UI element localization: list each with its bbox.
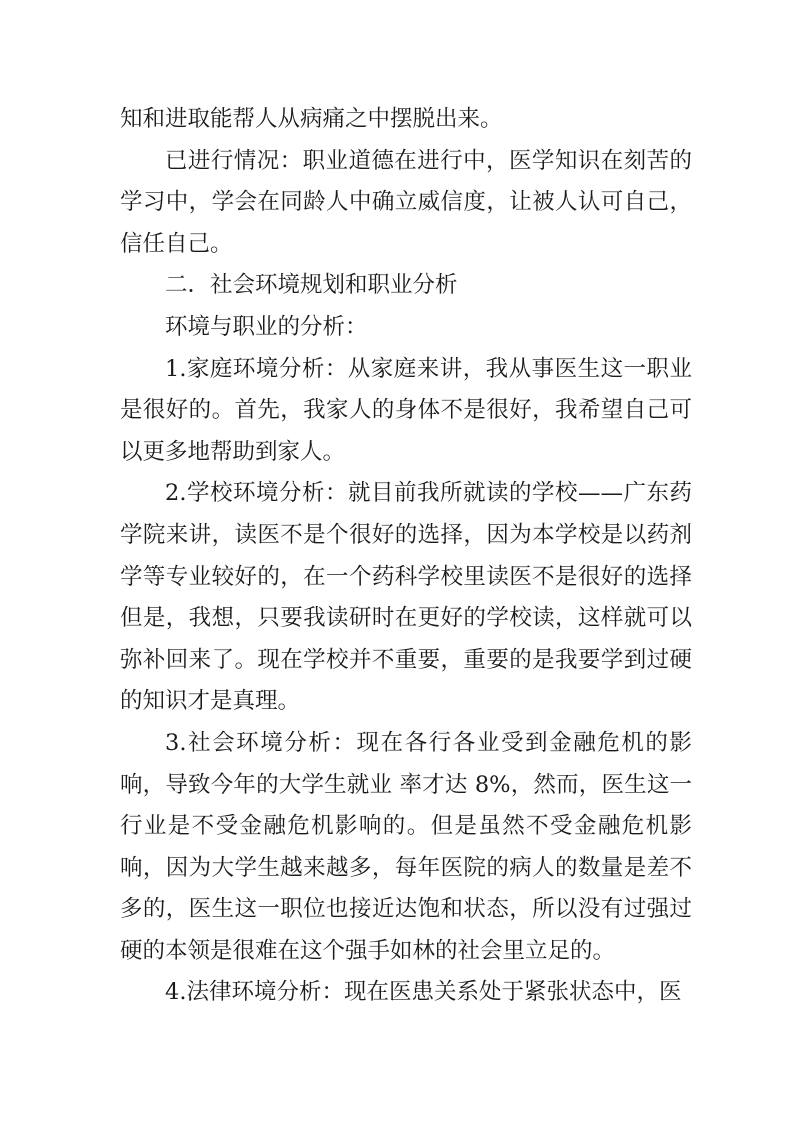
paragraph-school-environment: 2.学校环境分析：就目前我所就读的学校——广东药学院来讲，读医不是个很好的选择，因为本学校是以药剂学等专业较好的，在一个药科学校里读医不是很好的选择但是，我想，只要我读研时在更好的学校读，这样就可以弥补回来了。现在学校并不重要，重要的是我要学到过硬的知识才是真理。 (120, 480, 692, 715)
section-heading-social-environment: 二．社会环境规划和职业分析 (165, 272, 458, 299)
paragraph-progress-status: 已进行情况：职业道德在进行中，医学知识在刻苦的学习中，学会在同龄人中确立威信度，让被人认可自己，信任自己。 (120, 147, 692, 257)
paragraph-social-environment: 3.社会环境分析：现在各行各业受到金融危机的影响，导致今年的大学生就业 率才达 8%，然而，医生这一行业是不受金融危机影响的。但是虽然不受金融危机影响，因为大学生越来越多，每年医院的病人的数量是差不多的，医生这一职位也接近达饱和状态，所以没有过强过硬的本领是很难在这个强手如林的社会里立足的。 (120, 729, 692, 964)
paragraph-continuation: 知和进取能帮人从病痛之中摆脱出来。 (120, 106, 503, 132)
paragraph-legal-environment: 4.法律环境分析：现在医患关系处于紧张状态中，医 (165, 979, 682, 1006)
paragraph-family-environment: 1.家庭环境分析：从家庭来讲，我从事医生这一职业是很好的。首先，我家人的身体不是很好，我希望自己可以更多地帮助到家人。 (120, 355, 692, 465)
subheading-environment-analysis: 环境与职业的分析： (165, 313, 368, 340)
document-body (120, 99, 692, 1014)
